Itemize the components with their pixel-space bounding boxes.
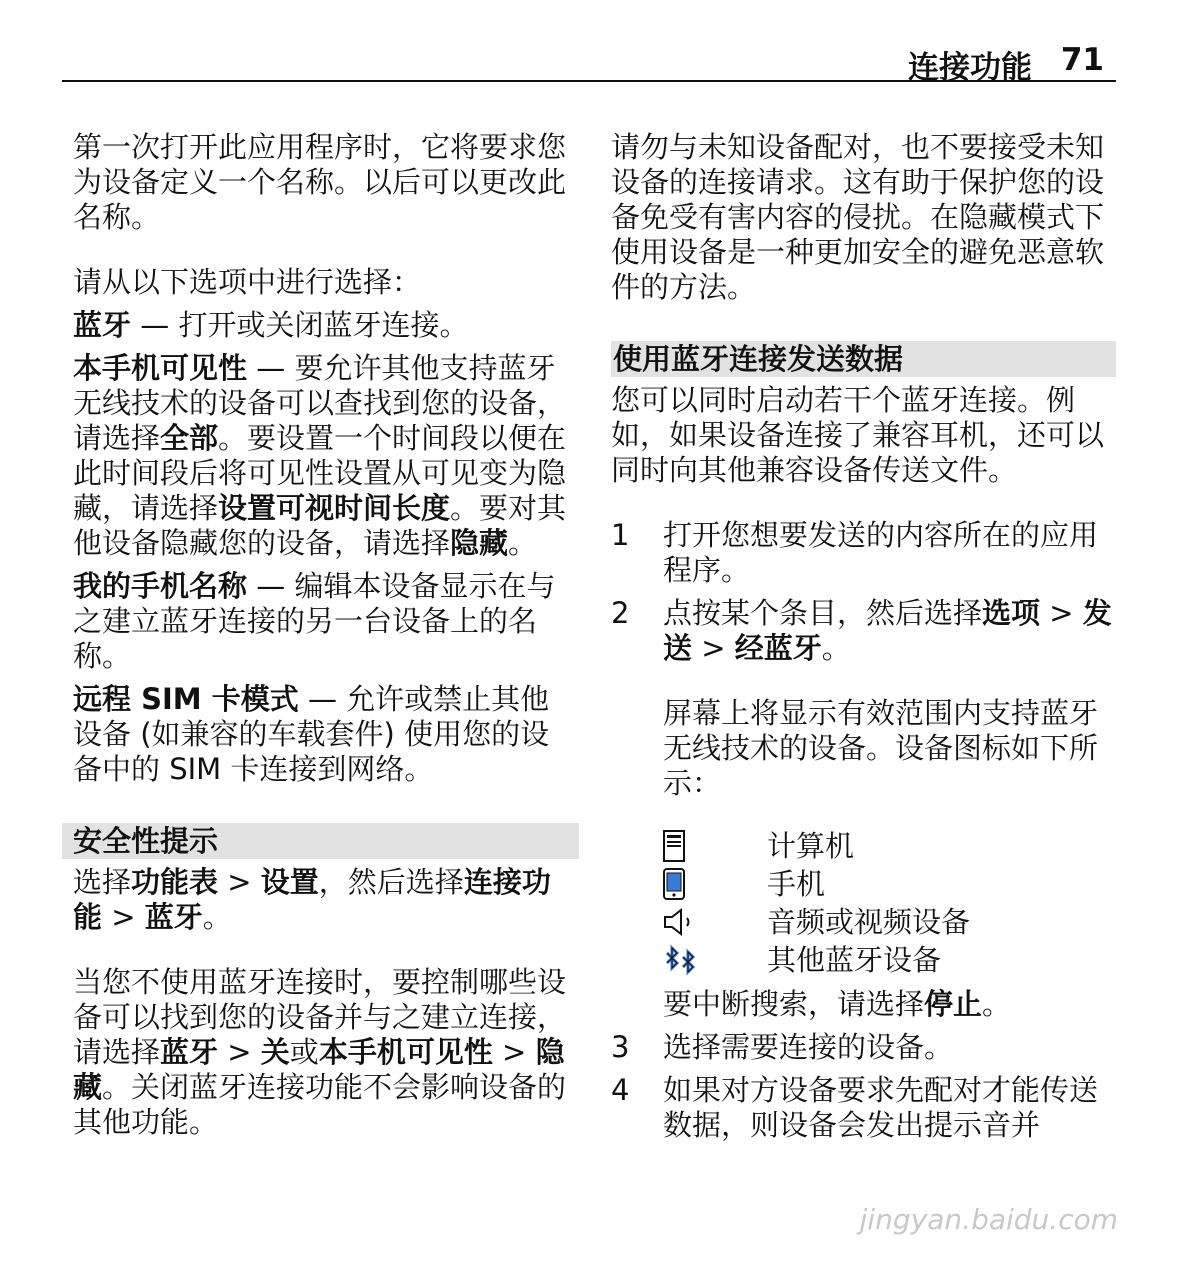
legend-row-speaker [663,903,1116,941]
option-desc: 。 [508,526,538,560]
legend-row-bluetooth [663,941,1116,979]
send-data-heading: 使用蓝牙连接发送数据 [611,341,1116,377]
option-desc: 。要对其他设备隐藏您的设备，请选择 [73,491,567,560]
choose-paragraph: 请从以下选项中进行选择： [73,265,422,299]
menu-term: 全部 [160,421,219,455]
step-text: 打开您想要发送的内容所在的应用程序。 [663,518,1099,587]
section-title: 连接功能 [908,50,1032,86]
menu-term: 选项 [982,596,1041,630]
page-number: 71 [1060,42,1104,78]
option-bluetooth [73,308,573,343]
device-icon-legend [611,827,1116,979]
menu-term: 经蓝牙 [734,631,822,665]
menu-term: 功能表 [131,865,219,899]
legend-row-phone [663,865,1116,903]
option-phone-name [73,569,573,674]
menu-term: 隐藏 [450,526,509,560]
step-number: 2 [611,596,630,630]
step-1 [611,518,1116,588]
step-3 [611,1030,1116,1065]
menu-term: 发送 [663,596,1112,665]
left-column [73,130,573,1140]
step-number: 4 [611,1073,630,1107]
legend-label: 其他蓝牙设备 [767,942,942,977]
option-visibility [73,351,573,561]
menu-term: 连接功能 [73,865,551,934]
intro-paragraph: 第一次打开此应用程序时，它将要求您为设备定义一个名称。以后可以更改此名称。 [73,130,567,234]
legend-label: 计算机 [767,828,855,863]
menu-term: 设置 [260,865,319,899]
menu-term: 蓝牙 [144,900,203,934]
option-desc: — 允许或禁止其他设备 (如兼容的车载套件) 使用您的设备中的 SIM 卡连接到网络。 [73,682,550,786]
speaker-icon [663,907,767,937]
option-term: 本手机可见性 [73,351,248,385]
step-text: 选择需要连接的设备。 [663,1030,954,1064]
bluetooth-icon [663,944,767,976]
legend-label: 手机 [767,866,826,901]
legend-row-computer [663,827,1116,865]
menu-term: 隐藏 [73,1035,565,1104]
menu-term: 停止 [924,987,983,1021]
step-2-note: 屏幕上将显示有效范围内支持蓝牙无线技术的设备。设备图标如下所示： [663,696,1099,800]
option-remote-sim [73,682,573,787]
menu-term: 蓝牙 [160,1035,219,1069]
legend-label: 音频或视频设备 [767,904,971,939]
option-desc: 。要设置一个时间段以便在此时间段后将可见性设置从可见变为隐藏，请选择 [73,421,567,525]
send-intro-paragraph: 您可以同时启动若干个蓝牙连接。例如，如果设备连接了兼容耳机，还可以同时向其他兼容设备传送文件。 [611,383,1105,487]
menu-term: 本手机可见性 [318,1035,493,1069]
option-desc: — 编辑本设备显示在与之建立蓝牙连接的另一台设备上的名称。 [73,569,556,673]
security-heading: 安全性提示 [62,823,579,859]
page-header [62,40,1116,86]
safety-paragraph: 请勿与未知设备配对，也不要接受未知设备的连接请求。这有助于保护您的设备免受有害内容的侵扰。在隐藏模式下使用设备是一种更加安全的避免恶意软件的方法。 [611,130,1105,304]
stop-search-paragraph: 要中断搜索，请选择停止。 [663,987,1012,1021]
menu-term: 设置可视时间长度 [218,491,451,525]
option-term: 远程 SIM 卡模式 [73,682,299,716]
security-paragraph-1: 选择功能表 > 设置，然后选择连接功能 > 蓝牙。 [73,865,551,934]
watermark: jingyan.baidu.com [859,1203,1118,1236]
option-desc: — 要允许其他支持蓝牙无线技术的设备可以查找到您的设备，请选择 [73,351,567,455]
right-column [611,130,1116,1143]
computer-icon [663,830,767,862]
phone-icon [663,868,767,900]
step-text: 如果对方设备要求先配对才能传送数据，则设备会发出提示音并 [663,1073,1099,1142]
option-term: 蓝牙 [73,308,132,342]
step-4 [611,1073,1116,1143]
security-paragraph-2: 当您不使用蓝牙连接时，要控制哪些设备可以找到您的设备并与之建立连接，请选择蓝牙 > 关或本手机可见性 > 隐藏。关闭蓝牙连接功能不会影响设备的其他功能。 [73,965,567,1139]
menu-term: 关 [260,1035,290,1069]
step-number: 1 [611,518,630,552]
step-2: 2 点按某个条目，然后选择选项 > 发送 > 经蓝牙。 [611,596,1112,665]
step-number: 3 [611,1030,630,1064]
option-term: 我的手机名称 [73,569,248,603]
option-desc: — 打开或关闭蓝牙连接。 [131,308,469,342]
